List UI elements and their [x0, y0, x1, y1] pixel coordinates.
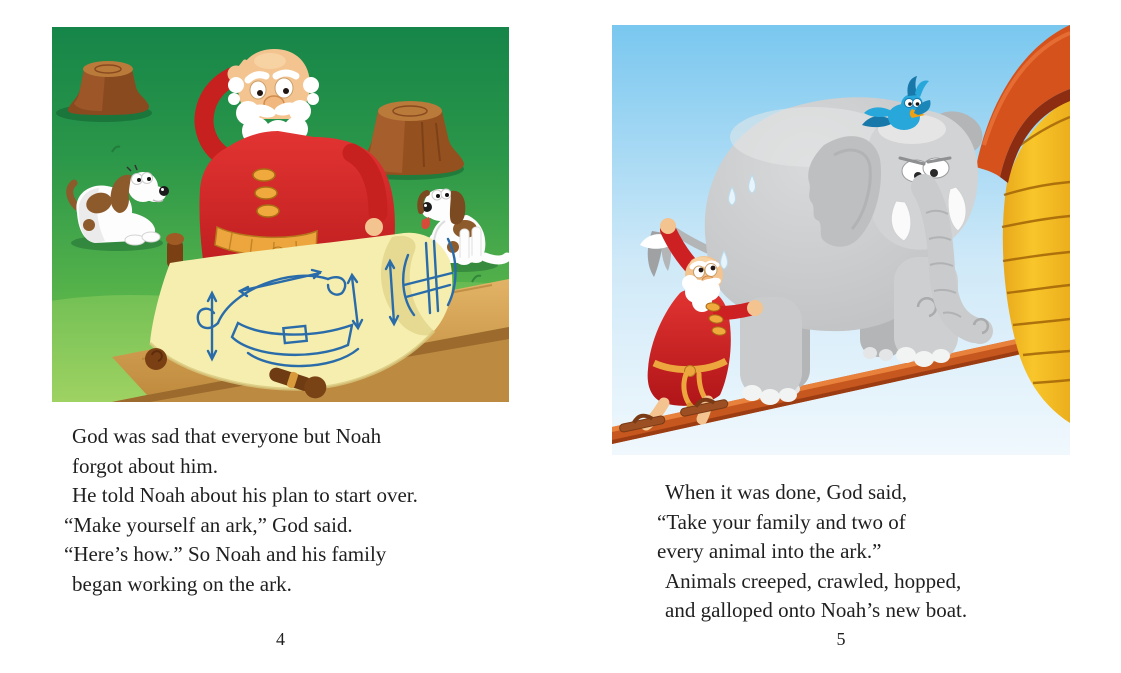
story-line: and galloped onto Noah’s new boat.: [665, 598, 968, 622]
noah-blueprint-illustration: [52, 27, 509, 402]
story-line: “Make yourself an ark,” God said.: [64, 512, 353, 537]
noah-hand-on-tail: [660, 218, 676, 234]
robe-buttons: [253, 169, 279, 217]
left-page-text: [64, 422, 418, 599]
story-line: Animals creeped, crawled, hopped,: [665, 568, 962, 593]
story-line: began working on the ark.: [72, 571, 292, 596]
story-line: “Take your family and two of: [657, 509, 906, 534]
story-line: forgot about him.: [72, 453, 219, 478]
story-line: God was sad that everyone but Noah: [72, 424, 382, 448]
blueprint-scene-svg: [52, 27, 509, 402]
story-line: When it was done, God said,: [665, 480, 908, 504]
story-line: every animal into the ark.”: [657, 539, 882, 563]
story-line: “Here’s how.” So Noah and his family: [64, 542, 387, 566]
right-page-text: [657, 478, 968, 626]
story-line: He told Noah about his plan to start over.: [72, 483, 418, 507]
left-page-number: 4: [276, 629, 285, 649]
noah-hand-on-scroll: [365, 218, 383, 236]
right-page-number: 5: [836, 629, 846, 649]
ark-scene-svg: [612, 25, 1070, 455]
elephant-ark-illustration: [612, 25, 1070, 455]
